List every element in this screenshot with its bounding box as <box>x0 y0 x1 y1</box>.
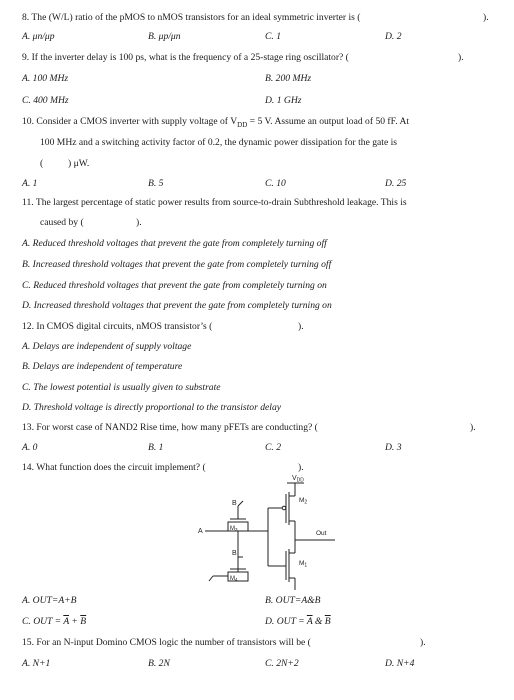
q14-option-a: A. OUT=A+B <box>22 595 77 606</box>
out-label: Out <box>316 530 327 537</box>
q13-option-d: D. 3 <box>385 442 402 453</box>
q10-option-b: B. 5 <box>148 178 164 189</box>
q8-close: ). <box>483 12 489 23</box>
q9-option-b: B. 200 MHz <box>265 73 312 84</box>
q12-option-b: B. Delays are independent of temperature <box>22 361 183 372</box>
q13-stem: 13. For worst case of NAND2 Rise time, how many pFETs are conducting? ( <box>22 422 318 433</box>
input-b-label-bottom: B <box>232 550 237 557</box>
q13-option-b: B. 1 <box>148 442 164 453</box>
q8-stem: 8. The (W/L) ratio of the pMOS to nMOS transistors for an ideal symmetric inverter is ( <box>22 12 361 23</box>
q10-unit: ) μW. <box>68 158 90 169</box>
q15-option-a: A. N+1 <box>22 658 51 669</box>
q10-open-paren: ( <box>40 158 44 169</box>
q9-option-a: A. 100 MHz <box>22 73 69 84</box>
q8-option-c: C. 1 <box>265 31 281 42</box>
q10-option-d: D. 25 <box>385 178 407 189</box>
q14-option-c: C. OUT = $\overline{A} + \overline{B}$ <box>22 616 87 627</box>
q13-option-c: C. 2 <box>265 442 281 453</box>
q13-option-a: A. 0 <box>22 442 38 453</box>
q9-stem: 9. If the inverter delay is 100 ps, what is the frequency of a 25-stage ring oscillator? ( <box>22 52 349 63</box>
q15-close: ). <box>420 637 426 648</box>
q14-close: ). <box>298 462 304 473</box>
q11-option-a: A. Reduced threshold voltages that prevent the gate from completely turning off <box>22 238 327 249</box>
q8-option-b: B. μp/μn <box>148 31 181 42</box>
q8-option-a: A. μn/μp <box>22 31 55 42</box>
q11-stem-line1: 11. The largest percentage of static power results from source-to-drain Subthreshold leakage. This is <box>22 197 407 208</box>
q11-close: ). <box>136 217 142 228</box>
q10-stem-line1: 10. Consider a CMOS inverter with supply voltage of $V_{DD} = 5$ V. Assume an output load of 50 fF. At <box>22 116 410 129</box>
m2-label: $M_2$ <box>299 497 308 506</box>
q13-close: ). <box>470 422 476 433</box>
vdd-label: $V_{DD}$ <box>292 475 304 484</box>
q15-stem: 15. For an N-input Domino CMOS logic the number of transistors will be ( <box>22 637 311 648</box>
input-a-label: A <box>198 528 203 535</box>
m3-label: M3 <box>230 526 238 532</box>
q11-option-d: D. Increased threshold voltages that prevent the gate from completely turning on <box>22 300 332 311</box>
q10-option-a: A. 1 <box>22 178 38 189</box>
q11-option-c: C. Reduced threshold voltages that prevent the gate from completely turning on <box>22 280 327 291</box>
q15-option-d: D. N+4 <box>385 658 415 669</box>
q14-option-b: B. OUT=A&B <box>265 595 321 606</box>
q9-close: ). <box>458 52 464 63</box>
q8-option-d: D. 2 <box>385 31 402 42</box>
q9-option-d: D. 1 GHz <box>265 95 302 106</box>
q10-option-c: C. 10 <box>265 178 286 189</box>
q14-stem: 14. What function does the circuit implement? ( <box>22 462 206 473</box>
q9-option-c: C. 400 MHz <box>22 95 69 106</box>
q10-stem-line2: 100 MHz and a switching activity factor of 0.2, the dynamic power dissipation for the gate is <box>40 137 398 148</box>
m4-label: M4 <box>230 576 238 582</box>
m1-label: $M_1$ <box>299 560 308 569</box>
q11-stem-line2: caused by ( <box>40 217 84 228</box>
q15-option-b: B. 2N <box>148 658 170 669</box>
q12-close: ). <box>298 321 304 332</box>
q12-stem: 12. In CMOS digital circuits, nMOS transistor’s ( <box>22 321 213 332</box>
q15-option-c: C. 2N+2 <box>265 658 299 669</box>
q11-option-b: B. Increased threshold voltages that prevent the gate from completely turning off <box>22 259 332 270</box>
q12-option-d: D. Threshold voltage is directly proportional to the transistor delay <box>22 402 282 413</box>
q12-option-c: C. The lowest potential is usually given to substrate <box>22 382 221 393</box>
q14-option-d: D. OUT = $\overline{A}$ & $\overline{B}$ <box>265 616 331 627</box>
input-b-label-top: B <box>232 500 237 507</box>
q12-option-a: A. Delays are independent of supply voltage <box>22 341 192 352</box>
